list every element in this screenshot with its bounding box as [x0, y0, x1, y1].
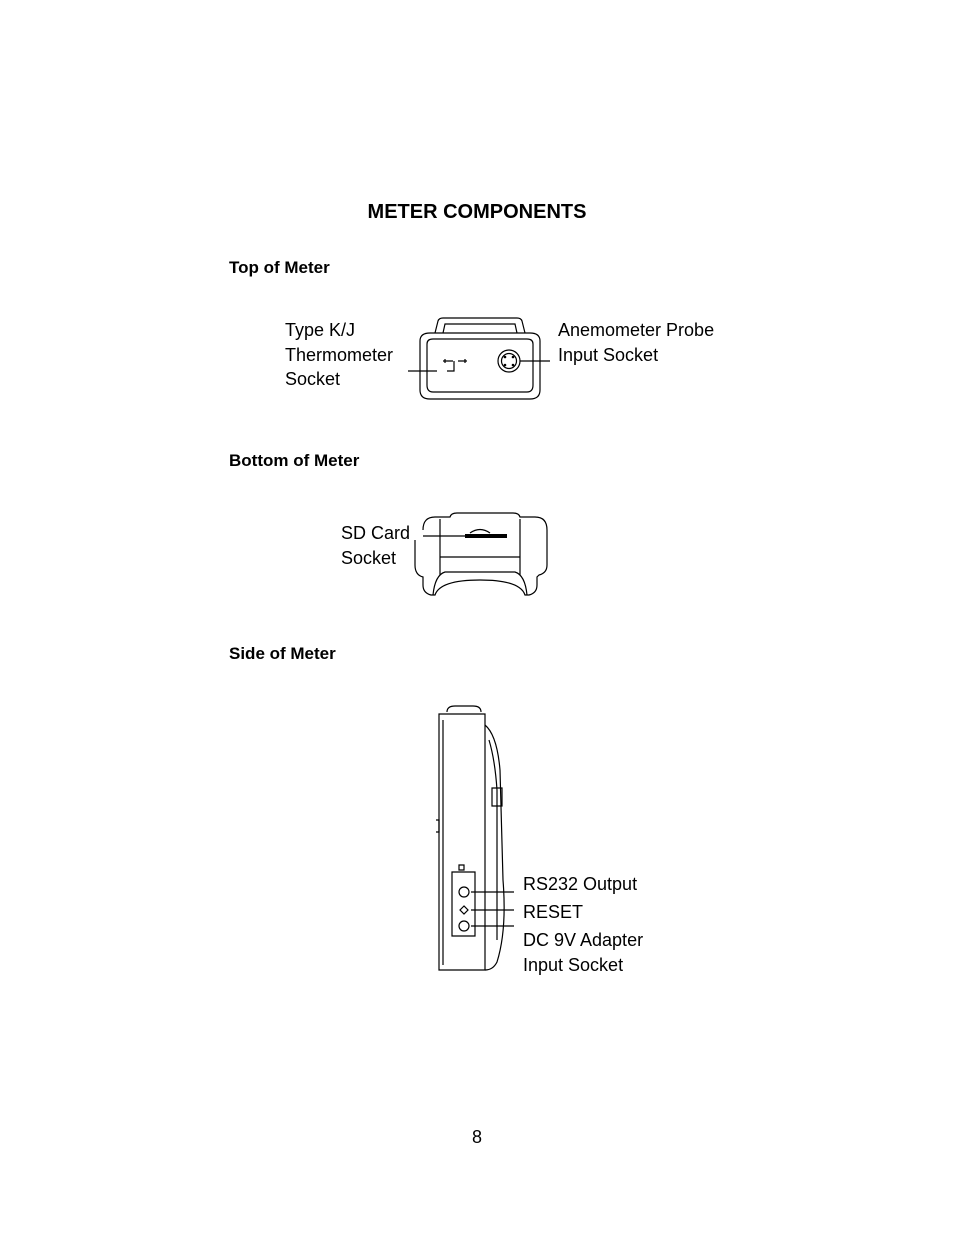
anemometer-socket-label: Anemometer Probe Input Socket: [558, 320, 715, 365]
meter-top-view: [405, 315, 555, 405]
section-heading-side: Side of Meter: [229, 644, 336, 663]
reset-label: RESET: [523, 902, 584, 922]
page-title: METER COMPONENTS: [367, 201, 587, 223]
page-number: 8: [471, 1127, 482, 1147]
dc-adapter-socket-label: DC 9V Adapter Input Socket: [523, 930, 644, 975]
sd-card-socket-label: SD Card Socket: [341, 523, 411, 568]
meter-bottom-view: [405, 505, 555, 610]
section-heading-top: Top of Meter: [229, 258, 330, 277]
rs232-output-label: RS232 Output: [523, 874, 638, 894]
section-heading-bottom: Bottom of Meter: [229, 451, 360, 470]
thermometer-socket-label: Type K/J Thermometer Socket: [285, 320, 394, 389]
